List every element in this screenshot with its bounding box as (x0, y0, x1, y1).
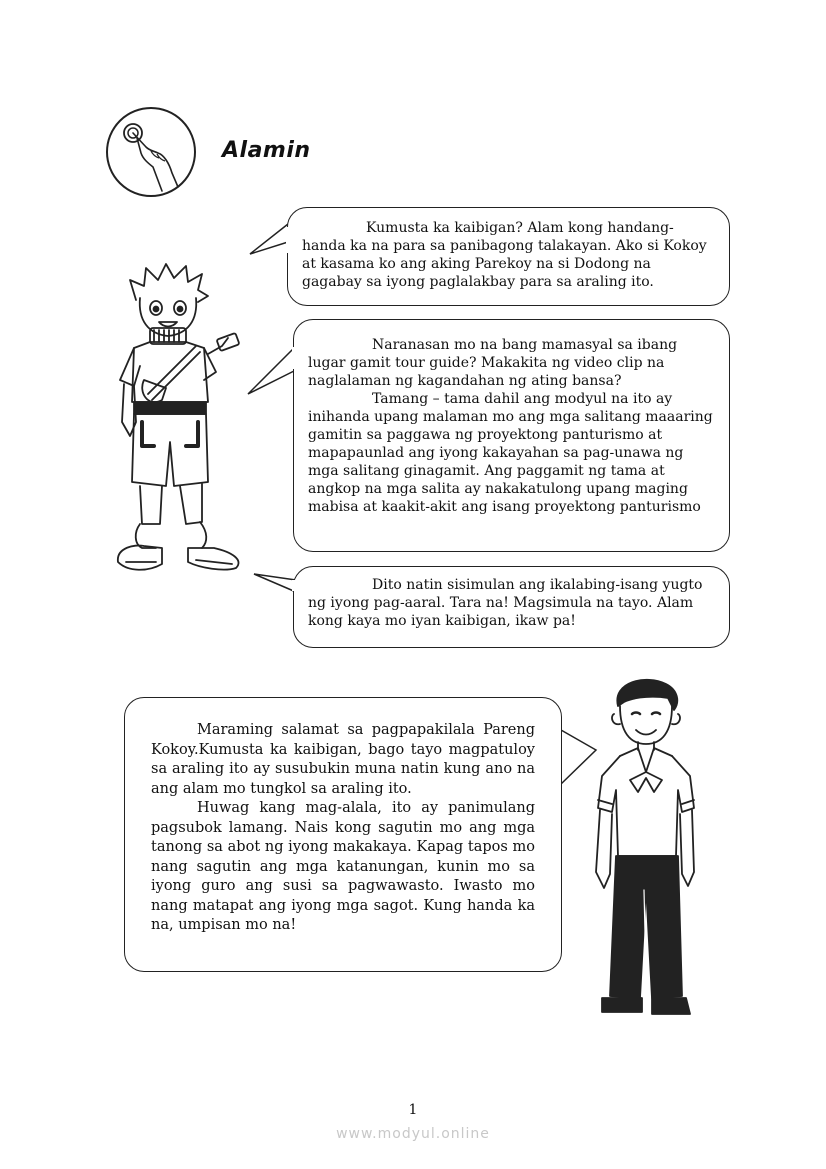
tail-joint (292, 580, 298, 592)
speech-bubble-tail (559, 728, 597, 788)
tail-joint (292, 347, 298, 371)
speech-bubble-kokoy-module (293, 319, 730, 552)
speech-bubble-tail (249, 222, 289, 258)
bubble-text: Naranasan mo na bang mamasyal sa ibang lugar gamit tour guide? Makakita ng video clip na naglalaman ng kagandahan ng ating bansa? (308, 337, 678, 389)
bubble-text: Kumusta ka kaibigan? Alam kong handang-handa ka na para sa panibagong talakayan. Ako si Kokoy at kasama ko ang aking Parekoy na si Dodong na gagabay sa iyong paglalakbay para sa araling ito. (302, 220, 707, 290)
bubble-text: Huwag kang mag-alala, ito ay panimulang pagsubok lamang. Nais kong sagutin mo ang mga tanong sa abot ng iyong makakaya. Kapag tapos mo nang sagutin ang mga katanungan, kunin mo sa iyong guro ang susi sa pagwawasto. Iwasto mo nang matapat ang iyong mga sagot. Kung handa ka na, umpisan mo na! (151, 800, 535, 933)
speech-bubble-dodong (124, 697, 562, 972)
tail-joint (555, 732, 563, 782)
dodong-character-illustration (590, 676, 700, 1021)
section-title: Alamin (222, 138, 311, 163)
bubble-text: Dito natin sisimulan ang ikalabing-isang yugto ng iyong pag-aaral. Tara na! Magsimula na tayo. Alam kong kaya mo iyan kaibigan, ikaw pa! (308, 577, 703, 629)
tail-joint (286, 226, 292, 256)
speech-bubble-kokoy-intro (287, 207, 730, 306)
watermark: www.modyul.online (336, 1126, 490, 1142)
kokoy-character-illustration (104, 262, 249, 577)
bubble-text: Tamang – tama dahil ang modyul na ito ay inihanda upang malaman mo ang mga salitang maaaring gamitin sa paggawa ng proyektong panturismo at mapapaunlad ang iyong kakayahan sa pag-unawa ng mga salitang ginagamit. Ang paggamit ng tama at angkop na mga salita ay nakakatulong upang maging mabisa at kaakit-akit ang isang proyektong panturismo (308, 391, 713, 515)
bubble-text: Maraming salamat sa pagpapakilala Pareng Kokoy.Kumusta ka kaibigan, bago tayo magpatuloy sa araling ito ay susubukin muna natin kung ano na ang alam mo tungkol sa araling ito. (151, 722, 535, 797)
speech-bubble-tail (253, 572, 297, 596)
speech-bubble-kokoy-start (293, 566, 730, 648)
pointing-hand-icon (106, 107, 196, 197)
speech-bubble-tail (247, 344, 297, 400)
page-number: 1 (408, 1102, 418, 1118)
